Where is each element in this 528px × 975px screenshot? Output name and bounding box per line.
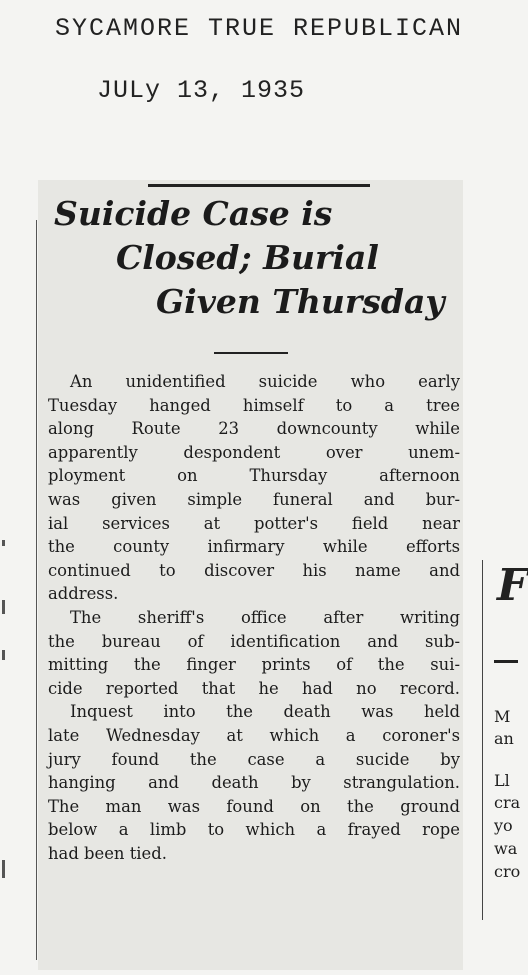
body-line: the county infirmary while efforts — [48, 537, 460, 557]
adjacent-fragment: yo — [494, 816, 513, 835]
adjacent-fragment: M — [494, 707, 511, 726]
adjacent-fragment: an — [494, 729, 514, 748]
body-line: ployment on Thursday afternoon — [48, 466, 460, 486]
body-line: Inquest into the death was held — [70, 702, 460, 722]
typed-paper-name: SYCAMORE TRUE REPUBLICAN — [54, 14, 464, 43]
body-line: was given simple funeral and bur- — [48, 489, 460, 509]
adjacent-fragment: Ll — [494, 771, 510, 790]
typed-date: JULy 13, 1935 — [97, 76, 306, 105]
left-margin-mark — [2, 540, 5, 546]
body-line: mitting the finger prints of the sui- — [48, 655, 460, 675]
article-body — [48, 370, 460, 865]
body-line: below a limb to which a frayed rope — [48, 820, 460, 840]
body-line: Tuesday hanged himself to a tree — [48, 395, 460, 415]
body-line: hanging and death by strangulation. — [48, 773, 460, 793]
adjacent-fragment: cro — [494, 862, 521, 881]
adjacent-column-letter: F — [497, 560, 528, 611]
headline-divider — [214, 352, 288, 354]
body-line: had been tied. — [48, 843, 167, 863]
headline-line-2: Closed; Burial — [116, 238, 379, 277]
body-line: apparently despondent over unem- — [48, 442, 460, 462]
adjacent-column-divider — [494, 660, 518, 663]
body-line: jury found the case a sucide by — [48, 749, 460, 769]
body-line: The sheriff's office after writing — [70, 607, 460, 627]
body-line: The man was found on the ground — [48, 796, 460, 816]
body-line: cide reported that he had no record. — [48, 678, 460, 698]
body-line: An unidentified suicide who early — [70, 372, 460, 391]
left-margin-mark — [2, 650, 5, 660]
left-margin-mark — [2, 860, 5, 878]
body-line: along Route 23 downcounty while — [48, 419, 460, 439]
body-line: continued to discover his name and — [48, 560, 460, 580]
headline-line-1: Suicide Case is — [54, 194, 333, 233]
adjacent-fragment: wa — [494, 839, 518, 858]
body-line: late Wednesday at which a coroner's — [48, 725, 460, 745]
clipping-top-rule — [148, 184, 370, 187]
article-headline — [50, 192, 470, 324]
left-margin-mark — [2, 600, 5, 614]
body-line: ial services at potter's field near — [48, 513, 460, 533]
body-line: address. — [48, 584, 119, 604]
body-line: the bureau of identification and sub- — [48, 631, 460, 651]
adjacent-fragment: cra — [494, 793, 521, 812]
clipping-left-edge — [36, 220, 37, 960]
headline-line-3: Given Thursday — [156, 282, 445, 321]
